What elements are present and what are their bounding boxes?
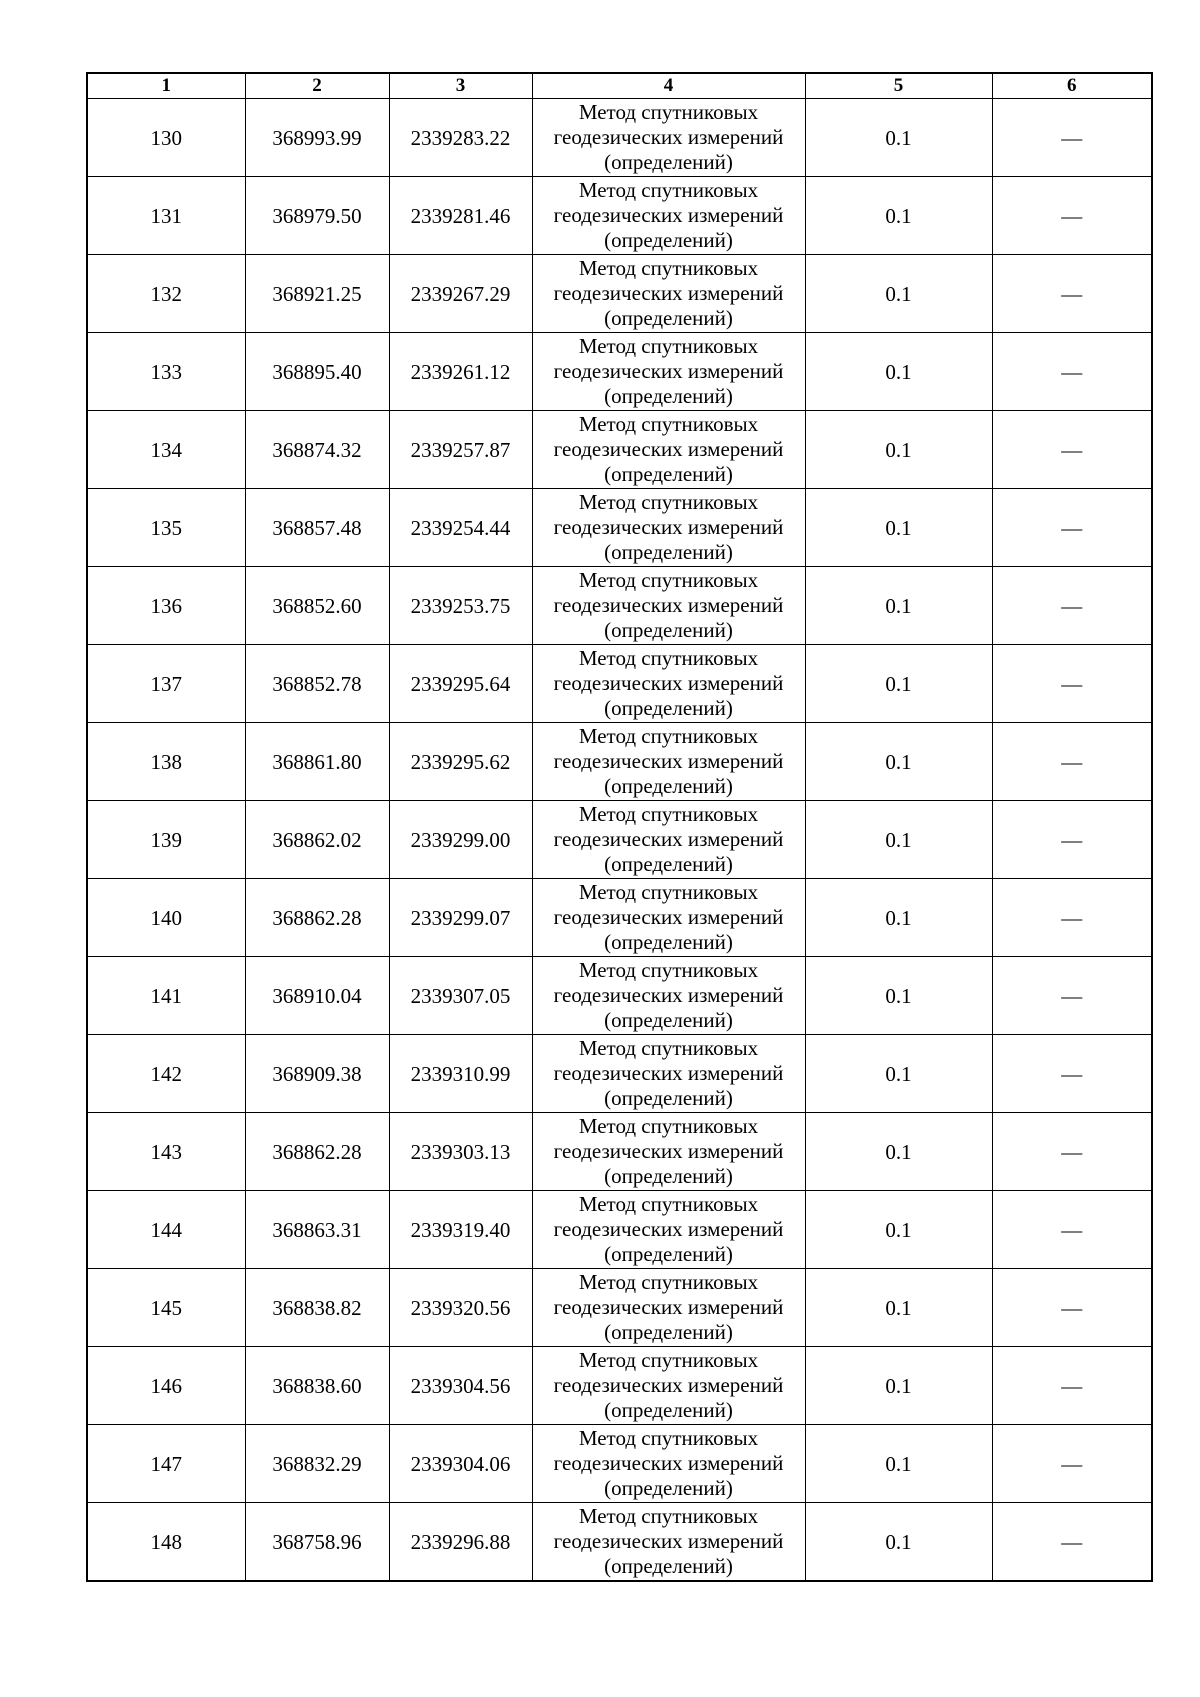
x-coordinate-cell: 368895.40 (245, 333, 389, 411)
point-number-cell: 137 (87, 645, 245, 723)
accuracy-cell: 0.1 (805, 489, 992, 567)
y-coordinate-cell: 2339254.44 (389, 489, 532, 567)
note-cell: — (992, 1503, 1152, 1582)
x-coordinate-cell: 368857.48 (245, 489, 389, 567)
method-cell: Метод спутниковых геодезических измерений (определений) (532, 1425, 805, 1503)
y-coordinate-cell: 2339299.07 (389, 879, 532, 957)
accuracy-cell: 0.1 (805, 645, 992, 723)
accuracy-cell: 0.1 (805, 1425, 992, 1503)
point-number-cell: 146 (87, 1347, 245, 1425)
method-cell: Метод спутниковых геодезических измерений (определений) (532, 645, 805, 723)
x-coordinate-cell: 368832.29 (245, 1425, 389, 1503)
y-coordinate-cell: 2339299.00 (389, 801, 532, 879)
x-coordinate-cell: 368838.82 (245, 1269, 389, 1347)
method-cell: Метод спутниковых геодезических измерений (определений) (532, 255, 805, 333)
column-header-1: 1 (87, 73, 245, 99)
note-cell: — (992, 177, 1152, 255)
method-cell: Метод спутниковых геодезических измерений (определений) (532, 411, 805, 489)
point-number-cell: 134 (87, 411, 245, 489)
method-cell: Метод спутниковых геодезических измерений (определений) (532, 1035, 805, 1113)
table-row (87, 1113, 1152, 1191)
table-row (87, 1347, 1152, 1425)
y-coordinate-cell: 2339307.05 (389, 957, 532, 1035)
point-number-cell: 131 (87, 177, 245, 255)
point-number-cell: 135 (87, 489, 245, 567)
point-number-cell: 132 (87, 255, 245, 333)
x-coordinate-cell: 368852.78 (245, 645, 389, 723)
table-row (87, 723, 1152, 801)
x-coordinate-cell: 368758.96 (245, 1503, 389, 1582)
accuracy-cell: 0.1 (805, 957, 992, 1035)
accuracy-cell: 0.1 (805, 723, 992, 801)
coordinates-table (86, 72, 1153, 1582)
x-coordinate-cell: 368852.60 (245, 567, 389, 645)
accuracy-cell: 0.1 (805, 411, 992, 489)
x-coordinate-cell: 368862.28 (245, 1113, 389, 1191)
accuracy-cell: 0.1 (805, 99, 992, 177)
method-cell: Метод спутниковых геодезических измерений (определений) (532, 1113, 805, 1191)
method-cell: Метод спутниковых геодезических измерений (определений) (532, 567, 805, 645)
method-cell: Метод спутниковых геодезических измерений (определений) (532, 723, 805, 801)
method-cell: Метод спутниковых геодезических измерений (определений) (532, 1347, 805, 1425)
table-row (87, 801, 1152, 879)
accuracy-cell: 0.1 (805, 1347, 992, 1425)
column-header-5: 5 (805, 73, 992, 99)
table-row (87, 1035, 1152, 1113)
x-coordinate-cell: 368874.32 (245, 411, 389, 489)
y-coordinate-cell: 2339295.64 (389, 645, 532, 723)
y-coordinate-cell: 2339320.56 (389, 1269, 532, 1347)
x-coordinate-cell: 368993.99 (245, 99, 389, 177)
note-cell: — (992, 1035, 1152, 1113)
y-coordinate-cell: 2339283.22 (389, 99, 532, 177)
x-coordinate-cell: 368861.80 (245, 723, 389, 801)
point-number-cell: 133 (87, 333, 245, 411)
accuracy-cell: 0.1 (805, 333, 992, 411)
y-coordinate-cell: 2339319.40 (389, 1191, 532, 1269)
note-cell: — (992, 645, 1152, 723)
table-row (87, 255, 1152, 333)
y-coordinate-cell: 2339304.56 (389, 1347, 532, 1425)
x-coordinate-cell: 368862.28 (245, 879, 389, 957)
accuracy-cell: 0.1 (805, 177, 992, 255)
x-coordinate-cell: 368838.60 (245, 1347, 389, 1425)
header-row (87, 73, 1152, 99)
note-cell: — (992, 99, 1152, 177)
note-cell: — (992, 411, 1152, 489)
column-header-4: 4 (532, 73, 805, 99)
accuracy-cell: 0.1 (805, 879, 992, 957)
note-cell: — (992, 957, 1152, 1035)
y-coordinate-cell: 2339253.75 (389, 567, 532, 645)
accuracy-cell: 0.1 (805, 1191, 992, 1269)
column-header-2: 2 (245, 73, 389, 99)
x-coordinate-cell: 368862.02 (245, 801, 389, 879)
note-cell: — (992, 1425, 1152, 1503)
point-number-cell: 142 (87, 1035, 245, 1113)
method-cell: Метод спутниковых геодезических измерений (определений) (532, 177, 805, 255)
table-row (87, 99, 1152, 177)
table-row (87, 957, 1152, 1035)
accuracy-cell: 0.1 (805, 1035, 992, 1113)
table-row (87, 645, 1152, 723)
point-number-cell: 139 (87, 801, 245, 879)
note-cell: — (992, 489, 1152, 567)
note-cell: — (992, 1113, 1152, 1191)
y-coordinate-cell: 2339267.29 (389, 255, 532, 333)
table-row (87, 1425, 1152, 1503)
table-row (87, 567, 1152, 645)
accuracy-cell: 0.1 (805, 1269, 992, 1347)
x-coordinate-cell: 368910.04 (245, 957, 389, 1035)
point-number-cell: 130 (87, 99, 245, 177)
y-coordinate-cell: 2339296.88 (389, 1503, 532, 1582)
note-cell: — (992, 333, 1152, 411)
table-row (87, 411, 1152, 489)
point-number-cell: 138 (87, 723, 245, 801)
point-number-cell: 140 (87, 879, 245, 957)
table-row (87, 333, 1152, 411)
method-cell: Метод спутниковых геодезических измерений (определений) (532, 801, 805, 879)
point-number-cell: 145 (87, 1269, 245, 1347)
point-number-cell: 144 (87, 1191, 245, 1269)
table-row (87, 1503, 1152, 1582)
method-cell: Метод спутниковых геодезических измерений (определений) (532, 1269, 805, 1347)
method-cell: Метод спутниковых геодезических измерений (определений) (532, 1503, 805, 1582)
point-number-cell: 143 (87, 1113, 245, 1191)
table-body (87, 99, 1152, 1582)
y-coordinate-cell: 2339310.99 (389, 1035, 532, 1113)
method-cell: Метод спутниковых геодезических измерений (определений) (532, 99, 805, 177)
accuracy-cell: 0.1 (805, 567, 992, 645)
note-cell: — (992, 1269, 1152, 1347)
table-row (87, 1191, 1152, 1269)
accuracy-cell: 0.1 (805, 1503, 992, 1582)
point-number-cell: 148 (87, 1503, 245, 1582)
note-cell: — (992, 255, 1152, 333)
method-cell: Метод спутниковых геодезических измерений (определений) (532, 489, 805, 567)
accuracy-cell: 0.1 (805, 801, 992, 879)
table-row (87, 1269, 1152, 1347)
note-cell: — (992, 723, 1152, 801)
y-coordinate-cell: 2339304.06 (389, 1425, 532, 1503)
y-coordinate-cell: 2339281.46 (389, 177, 532, 255)
point-number-cell: 136 (87, 567, 245, 645)
point-number-cell: 141 (87, 957, 245, 1035)
accuracy-cell: 0.1 (805, 1113, 992, 1191)
y-coordinate-cell: 2339261.12 (389, 333, 532, 411)
note-cell: — (992, 567, 1152, 645)
table-row (87, 489, 1152, 567)
method-cell: Метод спутниковых геодезических измерений (определений) (532, 333, 805, 411)
column-header-3: 3 (389, 73, 532, 99)
method-cell: Метод спутниковых геодезических измерений (определений) (532, 879, 805, 957)
x-coordinate-cell: 368921.25 (245, 255, 389, 333)
point-number-cell: 147 (87, 1425, 245, 1503)
y-coordinate-cell: 2339303.13 (389, 1113, 532, 1191)
x-coordinate-cell: 368863.31 (245, 1191, 389, 1269)
x-coordinate-cell: 368979.50 (245, 177, 389, 255)
accuracy-cell: 0.1 (805, 255, 992, 333)
y-coordinate-cell: 2339295.62 (389, 723, 532, 801)
note-cell: — (992, 1191, 1152, 1269)
note-cell: — (992, 879, 1152, 957)
table-row (87, 177, 1152, 255)
note-cell: — (992, 1347, 1152, 1425)
column-header-6: 6 (992, 73, 1152, 99)
method-cell: Метод спутниковых геодезических измерений (определений) (532, 1191, 805, 1269)
table-row (87, 879, 1152, 957)
note-cell: — (992, 801, 1152, 879)
x-coordinate-cell: 368909.38 (245, 1035, 389, 1113)
method-cell: Метод спутниковых геодезических измерений (определений) (532, 957, 805, 1035)
y-coordinate-cell: 2339257.87 (389, 411, 532, 489)
